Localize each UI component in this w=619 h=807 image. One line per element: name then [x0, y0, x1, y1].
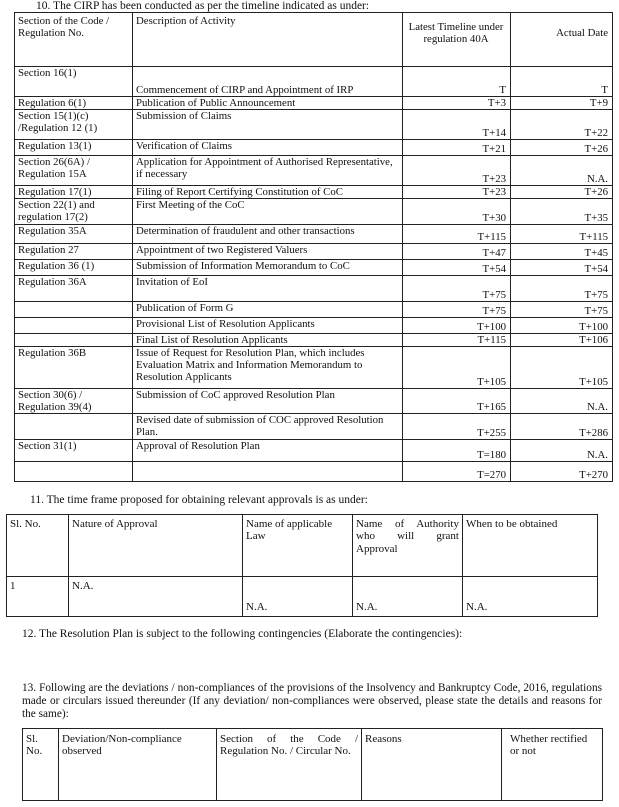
cell-actual-date: T+115	[511, 225, 613, 244]
cell-actual-date: T+106	[511, 334, 613, 347]
section-10-heading: 10. The CIRP has been conducted as per the timeline indicated as under:	[36, 0, 370, 12]
cell-actual-date: T	[511, 67, 613, 97]
cell-description: Publication of Public Announcement	[133, 97, 403, 110]
cell-timeline: T+23	[403, 156, 511, 186]
cell-code	[15, 318, 133, 334]
cell-timeline: T	[403, 67, 511, 97]
cell-code: Section 31(1)	[15, 440, 133, 462]
header-reasons: Reasons	[362, 729, 502, 801]
table-header-row	[15, 13, 613, 67]
table-row	[15, 276, 613, 302]
header-rectified: Whether rectified or not	[502, 729, 603, 801]
cell-description: Publication of Form G	[133, 302, 403, 318]
table-row	[15, 199, 613, 225]
header-description: Description of Activity	[133, 13, 403, 67]
cell-timeline: T+23	[403, 186, 511, 199]
cell-actual-date: T+100	[511, 318, 613, 334]
cell-nature: N.A.	[69, 577, 243, 617]
cell-timeline: T+75	[403, 276, 511, 302]
cell-description: First Meeting of the CoC	[133, 199, 403, 225]
cell-code: Regulation 36 (1)	[15, 260, 133, 276]
section-12-heading: 12. The Resolution Plan is subject to the following contingencies (Elaborate the contingencies):	[22, 628, 463, 640]
cell-code: Regulation 35A	[15, 225, 133, 244]
cell-code: Section 15(1)(c) /Regulation 12 (1)	[15, 110, 133, 140]
cell-sl-no: 1	[7, 577, 69, 617]
table-row	[15, 186, 613, 199]
header-code: Section of the Code / Regulation No.	[15, 13, 133, 67]
cell-code: Section 26(6A) / Regulation 15A	[15, 156, 133, 186]
table-row	[7, 577, 598, 617]
cell-description: Determination of fraudulent and other transactions	[133, 225, 403, 244]
cell-actual-date: T+45	[511, 244, 613, 260]
table-row	[15, 110, 613, 140]
cell-actual-date: T+26	[511, 186, 613, 199]
cell-code: Regulation 13(1)	[15, 140, 133, 156]
cell-timeline: T+3	[403, 97, 511, 110]
cell-timeline: T+115	[403, 334, 511, 347]
cell-code: Regulation 36B	[15, 347, 133, 389]
cell-actual-date: T+286	[511, 414, 613, 440]
cirp-timeline-table	[14, 12, 613, 482]
cell-actual-date: T+26	[511, 140, 613, 156]
header-sl-no: Sl. No.	[23, 729, 59, 801]
header-actual-date: Actual Date	[511, 13, 613, 67]
cell-law: N.A.	[243, 577, 353, 617]
section-13-heading: 13. Following are the deviations / non-compliances of the provisions of the Insolvency and Bankruptcy Code, 2016, regulations made or circulars issued thereunder (If any deviation/ non-compliances were observed, please state the details and reasons for the same):	[22, 682, 602, 720]
header-timeline: Latest Timeline under regulation 40A	[403, 13, 511, 67]
cell-description: Submission of CoC approved Resolution Plan	[133, 389, 403, 414]
approvals-table	[6, 514, 598, 617]
cell-actual-date: T+35	[511, 199, 613, 225]
table-row	[15, 334, 613, 347]
cell-description: Revised date of submission of COC approved Resolution Plan.	[133, 414, 403, 440]
cell-code: Regulation 36A	[15, 276, 133, 302]
cell-actual-date: T+75	[511, 302, 613, 318]
cell-timeline: T+47	[403, 244, 511, 260]
cell-actual-date: T+105	[511, 347, 613, 389]
cell-code	[15, 334, 133, 347]
cell-code	[15, 414, 133, 440]
table-header-row	[7, 515, 598, 577]
table-row	[15, 156, 613, 186]
cell-code: Section 16(1)	[15, 67, 133, 97]
cell-actual-date: T+9	[511, 97, 613, 110]
header-deviation: Deviation/Non-compliance observed	[59, 729, 217, 801]
table-row	[15, 347, 613, 389]
table-header-row	[23, 729, 603, 801]
cell-description: Submission of Information Memorandum to CoC	[133, 260, 403, 276]
header-section: Section of the Code / Regulation No. / Circular No.	[217, 729, 362, 801]
cell-code	[15, 462, 133, 482]
cell-description: Appointment of two Registered Valuers	[133, 244, 403, 260]
table-row	[15, 244, 613, 260]
cell-description	[133, 462, 403, 482]
cell-code: Section 22(1) and regulation 17(2)	[15, 199, 133, 225]
table-row	[15, 462, 613, 482]
cell-actual-date: T+270	[511, 462, 613, 482]
cell-code: Section 30(6) / Regulation 39(4)	[15, 389, 133, 414]
section-11-heading: 11. The time frame proposed for obtaining relevant approvals is as under:	[30, 494, 368, 506]
cell-timeline: T+255	[403, 414, 511, 440]
cell-timeline: T=180	[403, 440, 511, 462]
cell-description: Provisional List of Resolution Applicants	[133, 318, 403, 334]
cell-description: Issue of Request for Resolution Plan, which includes Evaluation Matrix and Information Memorandum to Resolution Applicants	[133, 347, 403, 389]
cell-description: Application for Appointment of Authorised Representative, if necessary	[133, 156, 403, 186]
header-authority: Name of Authority who will grant Approval	[353, 515, 463, 577]
cell-code: Regulation 6(1)	[15, 97, 133, 110]
cell-actual-date: N.A.	[511, 156, 613, 186]
cell-description: Commencement of CIRP and Appointment of IRP	[133, 67, 403, 97]
cell-actual-date: N.A.	[511, 389, 613, 414]
cell-when: N.A.	[463, 577, 598, 617]
cell-timeline: T=270	[403, 462, 511, 482]
cell-timeline: T+100	[403, 318, 511, 334]
cell-code	[15, 302, 133, 318]
cell-code: Regulation 27	[15, 244, 133, 260]
cell-code: Regulation 17(1)	[15, 186, 133, 199]
cell-actual-date: T+75	[511, 276, 613, 302]
cell-authority: N.A.	[353, 577, 463, 617]
cell-description: Final List of Resolution Applicants	[133, 334, 403, 347]
cell-timeline: T+14	[403, 110, 511, 140]
cell-description: Submission of Claims	[133, 110, 403, 140]
header-applicable-law: Name of applicable Law	[243, 515, 353, 577]
header-sl-no: Sl. No.	[7, 515, 69, 577]
table-row	[15, 97, 613, 110]
cell-actual-date: T+22	[511, 110, 613, 140]
cell-actual-date: T+54	[511, 260, 613, 276]
table-row	[15, 260, 613, 276]
cell-description: Invitation of EoI	[133, 276, 403, 302]
cell-actual-date: N.A.	[511, 440, 613, 462]
table-row	[15, 389, 613, 414]
cell-timeline: T+115	[403, 225, 511, 244]
table-row	[15, 67, 613, 97]
header-nature-of-approval: Nature of Approval	[69, 515, 243, 577]
cell-timeline: T+30	[403, 199, 511, 225]
header-when-obtained: When to be obtained	[463, 515, 598, 577]
table-row	[15, 414, 613, 440]
cell-timeline: T+54	[403, 260, 511, 276]
table-row	[15, 318, 613, 334]
table-row	[15, 302, 613, 318]
table-row	[15, 440, 613, 462]
cell-description: Filing of Report Certifying Constitution of CoC	[133, 186, 403, 199]
cell-timeline: T+21	[403, 140, 511, 156]
cell-description: Verification of Claims	[133, 140, 403, 156]
cell-timeline: T+105	[403, 347, 511, 389]
cell-description: Approval of Resolution Plan	[133, 440, 403, 462]
cell-timeline: T+165	[403, 389, 511, 414]
cell-timeline: T+75	[403, 302, 511, 318]
table-row	[15, 140, 613, 156]
table-row	[15, 225, 613, 244]
deviations-table	[22, 728, 603, 801]
